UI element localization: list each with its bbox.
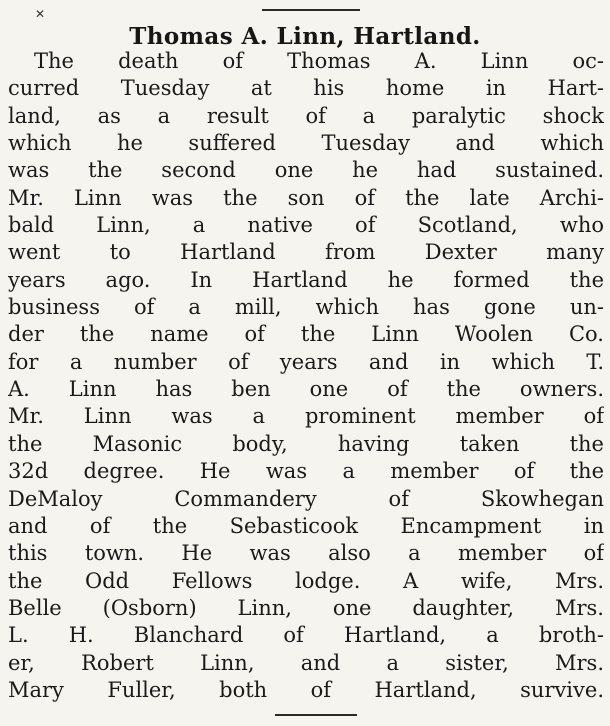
- article-line: for a number of years and in which T.: [8, 349, 604, 374]
- article-line: which he suffered Tuesday and which: [8, 131, 604, 156]
- article-line: the Odd Fellows lodge. A wife, Mrs.: [8, 568, 604, 593]
- article-line: Mr. Linn was a prominent member of: [8, 404, 604, 429]
- article-line: this town. He was also a member of: [8, 541, 604, 566]
- article-line: L. H. Blanchard of Hartland, a broth-: [8, 623, 604, 648]
- article-line: DeMaloy Commandery of Skowhegan: [8, 486, 604, 511]
- article-line: A. Linn has ben one of the owners.: [8, 377, 604, 402]
- article-line: was the second one he had sustained.: [8, 158, 604, 183]
- top-divider-rule: [262, 9, 360, 11]
- article-line: er, Robert Linn, and a sister, Mrs.: [8, 650, 604, 675]
- article-line: The death of Thomas A. Linn oc-: [34, 49, 604, 73]
- bottom-divider-rule: [275, 714, 357, 716]
- article-line: Belle (Osborn) Linn, one daughter, Mrs.: [8, 595, 604, 620]
- article-line: went to Hartland from Dexter many: [8, 240, 604, 265]
- article-line: curred Tuesday at his home in Hart-: [8, 76, 604, 101]
- article-line: Mr. Linn was the son of the late Archi-: [8, 185, 604, 210]
- article-line: and of the Sebasticook Encampment in: [8, 513, 604, 538]
- article-line: Mary Fuller, both of Hartland, survive.: [8, 677, 604, 702]
- article-line: land, as a result of a paralytic shock: [8, 103, 604, 128]
- article-line: years ago. In Hartland he formed the: [8, 267, 604, 292]
- print-speck-mark: ✕: [35, 7, 46, 21]
- article-line: business of a mill, which has gone un-: [8, 295, 604, 320]
- article-line: 32d degree. He was a member of the: [8, 459, 604, 484]
- article-headline: Thomas A. Linn, Hartland.: [129, 23, 481, 50]
- article-line: der the name of the Linn Woolen Co.: [8, 322, 604, 347]
- article-line: the Masonic body, having taken the: [8, 431, 604, 456]
- article-body: [8, 48, 604, 704]
- article-line: bald Linn, a native of Scotland, who: [8, 213, 604, 238]
